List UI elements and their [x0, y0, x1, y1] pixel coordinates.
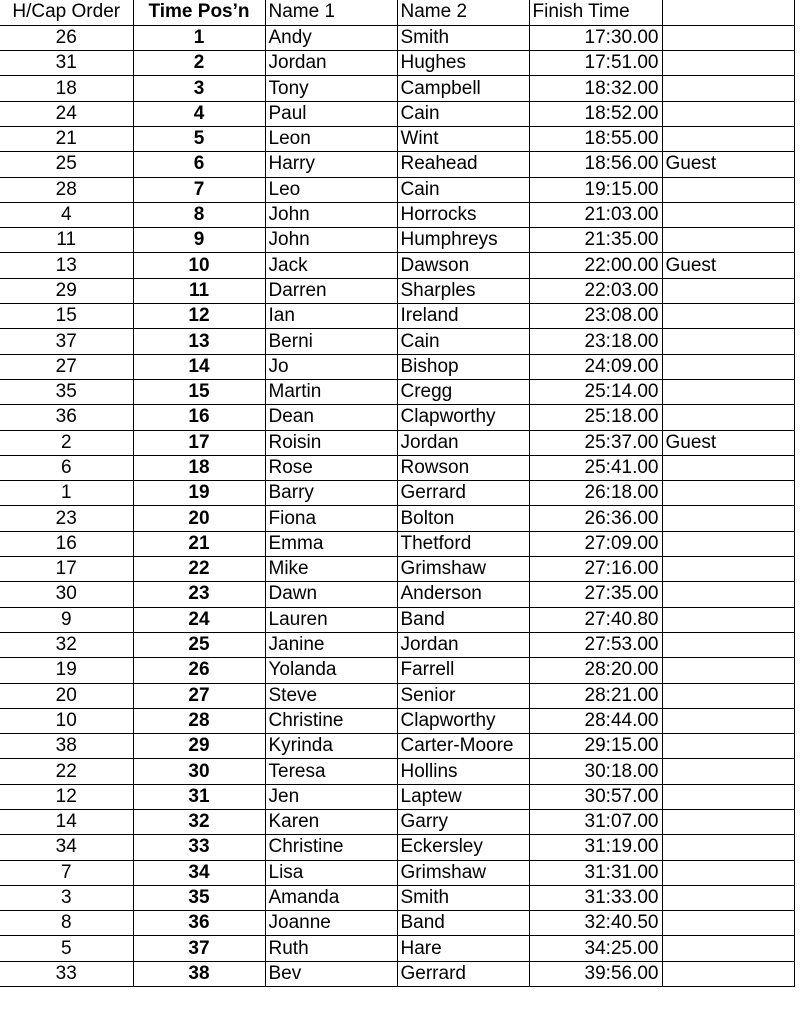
cell-finish-time: 18:32.00 — [529, 76, 662, 101]
results-table-header — [0, 0, 794, 25]
cell-name-1: Fiona — [265, 506, 397, 531]
cell-finish-time: 18:52.00 — [529, 101, 662, 126]
header-time-position[interactable]: Time Pos’n — [133, 0, 265, 25]
cell-finish-time: 21:03.00 — [529, 202, 662, 227]
cell-name-1: Berni — [265, 329, 397, 354]
cell-note — [662, 961, 794, 986]
cell-time-position: 10 — [133, 253, 265, 278]
cell-time-position: 5 — [133, 126, 265, 151]
table-row — [0, 582, 794, 607]
cell-name-1: Roisin — [265, 430, 397, 455]
cell-finish-time: 25:18.00 — [529, 405, 662, 430]
cell-name-2: Cregg — [397, 379, 529, 404]
cell-time-position: 3 — [133, 76, 265, 101]
table-row — [0, 152, 794, 177]
table-row — [0, 658, 794, 683]
cell-name-1: Tony — [265, 76, 397, 101]
cell-finish-time: 24:09.00 — [529, 354, 662, 379]
table-row — [0, 936, 794, 961]
cell-note — [662, 379, 794, 404]
cell-finish-time: 39:56.00 — [529, 961, 662, 986]
table-row — [0, 961, 794, 986]
cell-hcap-order: 8 — [0, 911, 133, 936]
cell-name-1: Leon — [265, 126, 397, 151]
cell-note — [662, 835, 794, 860]
cell-hcap-order: 26 — [0, 25, 133, 50]
cell-name-2: Grimshaw — [397, 860, 529, 885]
cell-note — [662, 76, 794, 101]
cell-finish-time: 31:19.00 — [529, 835, 662, 860]
cell-name-2: Band — [397, 911, 529, 936]
cell-name-2: Sharples — [397, 278, 529, 303]
table-row — [0, 835, 794, 860]
cell-time-position: 31 — [133, 784, 265, 809]
table-row — [0, 405, 794, 430]
cell-name-2: Farrell — [397, 658, 529, 683]
cell-time-position: 4 — [133, 101, 265, 126]
cell-finish-time: 28:44.00 — [529, 708, 662, 733]
cell-time-position: 13 — [133, 329, 265, 354]
cell-name-1: Yolanda — [265, 658, 397, 683]
cell-name-2: Hollins — [397, 759, 529, 784]
cell-finish-time: 25:14.00 — [529, 379, 662, 404]
cell-finish-time: 17:51.00 — [529, 51, 662, 76]
cell-note: Guest — [662, 152, 794, 177]
cell-name-1: Dean — [265, 405, 397, 430]
table-row — [0, 784, 794, 809]
cell-name-2: Smith — [397, 25, 529, 50]
cell-note — [662, 177, 794, 202]
cell-note — [662, 582, 794, 607]
cell-finish-time: 22:03.00 — [529, 278, 662, 303]
cell-note — [662, 228, 794, 253]
cell-hcap-order: 38 — [0, 734, 133, 759]
cell-name-2: Laptew — [397, 784, 529, 809]
cell-time-position: 23 — [133, 582, 265, 607]
table-row — [0, 885, 794, 910]
cell-note — [662, 632, 794, 657]
cell-note — [662, 936, 794, 961]
cell-hcap-order: 25 — [0, 152, 133, 177]
cell-name-1: Jack — [265, 253, 397, 278]
cell-name-1: Ian — [265, 304, 397, 329]
cell-name-2: Carter-Moore — [397, 734, 529, 759]
cell-name-1: Christine — [265, 835, 397, 860]
cell-name-2: Anderson — [397, 582, 529, 607]
cell-time-position: 11 — [133, 278, 265, 303]
cell-time-position: 28 — [133, 708, 265, 733]
cell-name-2: Humphreys — [397, 228, 529, 253]
header-hcap-order[interactable]: H/Cap Order — [0, 0, 133, 25]
cell-hcap-order: 32 — [0, 632, 133, 657]
cell-name-2: Cain — [397, 101, 529, 126]
cell-name-2: Senior — [397, 683, 529, 708]
cell-time-position: 36 — [133, 911, 265, 936]
cell-name-2: Grimshaw — [397, 557, 529, 582]
cell-hcap-order: 17 — [0, 557, 133, 582]
table-row — [0, 25, 794, 50]
cell-hcap-order: 3 — [0, 885, 133, 910]
cell-note — [662, 708, 794, 733]
table-row — [0, 557, 794, 582]
cell-time-position: 22 — [133, 557, 265, 582]
cell-name-2: Cain — [397, 329, 529, 354]
table-row — [0, 228, 794, 253]
cell-hcap-order: 7 — [0, 860, 133, 885]
cell-time-position: 34 — [133, 860, 265, 885]
cell-note — [662, 531, 794, 556]
cell-note — [662, 658, 794, 683]
header-name-2[interactable]: Name 2 — [397, 0, 529, 25]
cell-hcap-order: 22 — [0, 759, 133, 784]
cell-hcap-order: 24 — [0, 101, 133, 126]
cell-hcap-order: 11 — [0, 228, 133, 253]
cell-name-1: John — [265, 228, 397, 253]
cell-name-2: Thetford — [397, 531, 529, 556]
cell-finish-time: 31:31.00 — [529, 860, 662, 885]
cell-name-2: Campbell — [397, 76, 529, 101]
cell-finish-time: 34:25.00 — [529, 936, 662, 961]
cell-note — [662, 202, 794, 227]
cell-time-position: 19 — [133, 481, 265, 506]
table-row — [0, 734, 794, 759]
cell-name-1: Jo — [265, 354, 397, 379]
cell-note — [662, 304, 794, 329]
cell-name-2: Band — [397, 607, 529, 632]
table-row — [0, 126, 794, 151]
cell-name-2: Horrocks — [397, 202, 529, 227]
cell-finish-time: 28:20.00 — [529, 658, 662, 683]
cell-name-1: Martin — [265, 379, 397, 404]
cell-finish-time: 27:09.00 — [529, 531, 662, 556]
cell-note — [662, 329, 794, 354]
cell-hcap-order: 15 — [0, 304, 133, 329]
table-row — [0, 810, 794, 835]
cell-time-position: 25 — [133, 632, 265, 657]
cell-finish-time: 26:36.00 — [529, 506, 662, 531]
header-row — [0, 0, 794, 25]
cell-time-position: 38 — [133, 961, 265, 986]
cell-finish-time: 23:08.00 — [529, 304, 662, 329]
cell-hcap-order: 36 — [0, 405, 133, 430]
cell-time-position: 9 — [133, 228, 265, 253]
cell-note — [662, 455, 794, 480]
cell-name-1: Bev — [265, 961, 397, 986]
cell-name-1: Paul — [265, 101, 397, 126]
cell-note — [662, 607, 794, 632]
cell-time-position: 30 — [133, 759, 265, 784]
cell-name-2: Bishop — [397, 354, 529, 379]
cell-time-position: 16 — [133, 405, 265, 430]
cell-name-1: Ruth — [265, 936, 397, 961]
cell-name-2: Garry — [397, 810, 529, 835]
cell-name-2: Eckersley — [397, 835, 529, 860]
cell-name-2: Ireland — [397, 304, 529, 329]
cell-time-position: 26 — [133, 658, 265, 683]
cell-finish-time: 30:18.00 — [529, 759, 662, 784]
cell-finish-time: 31:33.00 — [529, 885, 662, 910]
cell-name-1: Lauren — [265, 607, 397, 632]
cell-finish-time: 23:18.00 — [529, 329, 662, 354]
cell-name-2: Hughes — [397, 51, 529, 76]
cell-hcap-order: 34 — [0, 835, 133, 860]
cell-note — [662, 911, 794, 936]
cell-time-position: 35 — [133, 885, 265, 910]
table-row — [0, 76, 794, 101]
table-row — [0, 607, 794, 632]
table-row — [0, 860, 794, 885]
cell-hcap-order: 31 — [0, 51, 133, 76]
cell-finish-time: 25:41.00 — [529, 455, 662, 480]
cell-finish-time: 17:30.00 — [529, 25, 662, 50]
cell-name-2: Wint — [397, 126, 529, 151]
cell-hcap-order: 35 — [0, 379, 133, 404]
table-row — [0, 708, 794, 733]
cell-name-2: Hare — [397, 936, 529, 961]
cell-finish-time: 22:00.00 — [529, 253, 662, 278]
header-finish-time[interactable]: Finish Time — [529, 0, 662, 25]
table-row — [0, 683, 794, 708]
cell-time-position: 37 — [133, 936, 265, 961]
cell-time-position: 27 — [133, 683, 265, 708]
cell-name-1: Teresa — [265, 759, 397, 784]
cell-name-1: Dawn — [265, 582, 397, 607]
cell-name-1: Joanne — [265, 911, 397, 936]
cell-hcap-order: 19 — [0, 658, 133, 683]
cell-hcap-order: 4 — [0, 202, 133, 227]
table-row — [0, 253, 794, 278]
cell-time-position: 17 — [133, 430, 265, 455]
table-row — [0, 202, 794, 227]
table-row — [0, 329, 794, 354]
cell-time-position: 1 — [133, 25, 265, 50]
cell-finish-time: 28:21.00 — [529, 683, 662, 708]
cell-note — [662, 810, 794, 835]
cell-time-position: 24 — [133, 607, 265, 632]
cell-name-2: Clapworthy — [397, 708, 529, 733]
cell-name-1: Mike — [265, 557, 397, 582]
cell-note — [662, 759, 794, 784]
cell-name-1: Lisa — [265, 860, 397, 885]
cell-name-1: Janine — [265, 632, 397, 657]
header-name-1[interactable]: Name 1 — [265, 0, 397, 25]
cell-time-position: 33 — [133, 835, 265, 860]
table-row — [0, 304, 794, 329]
table-row — [0, 278, 794, 303]
cell-hcap-order: 18 — [0, 76, 133, 101]
table-row — [0, 481, 794, 506]
cell-name-2: Cain — [397, 177, 529, 202]
cell-time-position: 12 — [133, 304, 265, 329]
cell-name-2: Gerrard — [397, 481, 529, 506]
cell-hcap-order: 9 — [0, 607, 133, 632]
cell-name-2: Clapworthy — [397, 405, 529, 430]
cell-note — [662, 885, 794, 910]
table-row — [0, 531, 794, 556]
cell-name-2: Gerrard — [397, 961, 529, 986]
cell-hcap-order: 2 — [0, 430, 133, 455]
cell-note — [662, 278, 794, 303]
cell-hcap-order: 16 — [0, 531, 133, 556]
cell-name-1: Amanda — [265, 885, 397, 910]
cell-hcap-order: 37 — [0, 329, 133, 354]
cell-hcap-order: 6 — [0, 455, 133, 480]
cell-finish-time: 32:40.50 — [529, 911, 662, 936]
cell-hcap-order: 10 — [0, 708, 133, 733]
cell-time-position: 29 — [133, 734, 265, 759]
cell-hcap-order: 1 — [0, 481, 133, 506]
table-row — [0, 911, 794, 936]
cell-note — [662, 506, 794, 531]
cell-hcap-order: 5 — [0, 936, 133, 961]
table-row — [0, 51, 794, 76]
cell-finish-time: 19:15.00 — [529, 177, 662, 202]
cell-hcap-order: 33 — [0, 961, 133, 986]
cell-finish-time: 26:18.00 — [529, 481, 662, 506]
cell-finish-time: 27:40.80 — [529, 607, 662, 632]
cell-name-2: Rowson — [397, 455, 529, 480]
cell-hcap-order: 13 — [0, 253, 133, 278]
cell-time-position: 7 — [133, 177, 265, 202]
cell-hcap-order: 12 — [0, 784, 133, 809]
results-table-body — [0, 25, 794, 986]
cell-name-1: Andy — [265, 25, 397, 50]
cell-finish-time: 18:56.00 — [529, 152, 662, 177]
cell-note — [662, 734, 794, 759]
cell-name-1: Jen — [265, 784, 397, 809]
cell-note: Guest — [662, 253, 794, 278]
cell-note — [662, 683, 794, 708]
cell-note — [662, 405, 794, 430]
cell-note — [662, 126, 794, 151]
cell-finish-time: 27:16.00 — [529, 557, 662, 582]
table-row — [0, 379, 794, 404]
table-row — [0, 354, 794, 379]
cell-hcap-order: 21 — [0, 126, 133, 151]
table-row — [0, 759, 794, 784]
cell-finish-time: 21:35.00 — [529, 228, 662, 253]
cell-time-position: 2 — [133, 51, 265, 76]
cell-finish-time: 25:37.00 — [529, 430, 662, 455]
table-row — [0, 506, 794, 531]
cell-name-2: Dawson — [397, 253, 529, 278]
cell-note — [662, 557, 794, 582]
header-note — [662, 0, 794, 25]
cell-finish-time: 29:15.00 — [529, 734, 662, 759]
table-row — [0, 177, 794, 202]
cell-note — [662, 784, 794, 809]
cell-time-position: 21 — [133, 531, 265, 556]
cell-finish-time: 18:55.00 — [529, 126, 662, 151]
cell-name-1: Leo — [265, 177, 397, 202]
cell-note — [662, 51, 794, 76]
cell-name-2: Reahead — [397, 152, 529, 177]
cell-hcap-order: 30 — [0, 582, 133, 607]
cell-time-position: 32 — [133, 810, 265, 835]
cell-name-1: Barry — [265, 481, 397, 506]
cell-note — [662, 860, 794, 885]
cell-name-2: Jordan — [397, 632, 529, 657]
cell-name-2: Smith — [397, 885, 529, 910]
cell-note: Guest — [662, 430, 794, 455]
table-row — [0, 101, 794, 126]
cell-name-2: Jordan — [397, 430, 529, 455]
cell-hcap-order: 27 — [0, 354, 133, 379]
cell-hcap-order: 20 — [0, 683, 133, 708]
table-row — [0, 632, 794, 657]
cell-note — [662, 25, 794, 50]
cell-finish-time: 30:57.00 — [529, 784, 662, 809]
cell-hcap-order: 28 — [0, 177, 133, 202]
cell-name-1: Rose — [265, 455, 397, 480]
cell-name-1: Christine — [265, 708, 397, 733]
table-row — [0, 430, 794, 455]
cell-name-1: Jordan — [265, 51, 397, 76]
cell-note — [662, 354, 794, 379]
cell-time-position: 8 — [133, 202, 265, 227]
cell-name-1: Emma — [265, 531, 397, 556]
cell-note — [662, 101, 794, 126]
cell-time-position: 20 — [133, 506, 265, 531]
cell-hcap-order: 29 — [0, 278, 133, 303]
cell-name-1: John — [265, 202, 397, 227]
cell-time-position: 6 — [133, 152, 265, 177]
cell-time-position: 18 — [133, 455, 265, 480]
cell-time-position: 14 — [133, 354, 265, 379]
cell-time-position: 15 — [133, 379, 265, 404]
cell-name-1: Kyrinda — [265, 734, 397, 759]
cell-name-1: Steve — [265, 683, 397, 708]
cell-name-1: Darren — [265, 278, 397, 303]
cell-hcap-order: 14 — [0, 810, 133, 835]
cell-finish-time: 31:07.00 — [529, 810, 662, 835]
cell-name-1: Harry — [265, 152, 397, 177]
table-row — [0, 455, 794, 480]
cell-hcap-order: 23 — [0, 506, 133, 531]
cell-finish-time: 27:35.00 — [529, 582, 662, 607]
cell-name-1: Karen — [265, 810, 397, 835]
cell-note — [662, 481, 794, 506]
cell-finish-time: 27:53.00 — [529, 632, 662, 657]
cell-name-2: Bolton — [397, 506, 529, 531]
